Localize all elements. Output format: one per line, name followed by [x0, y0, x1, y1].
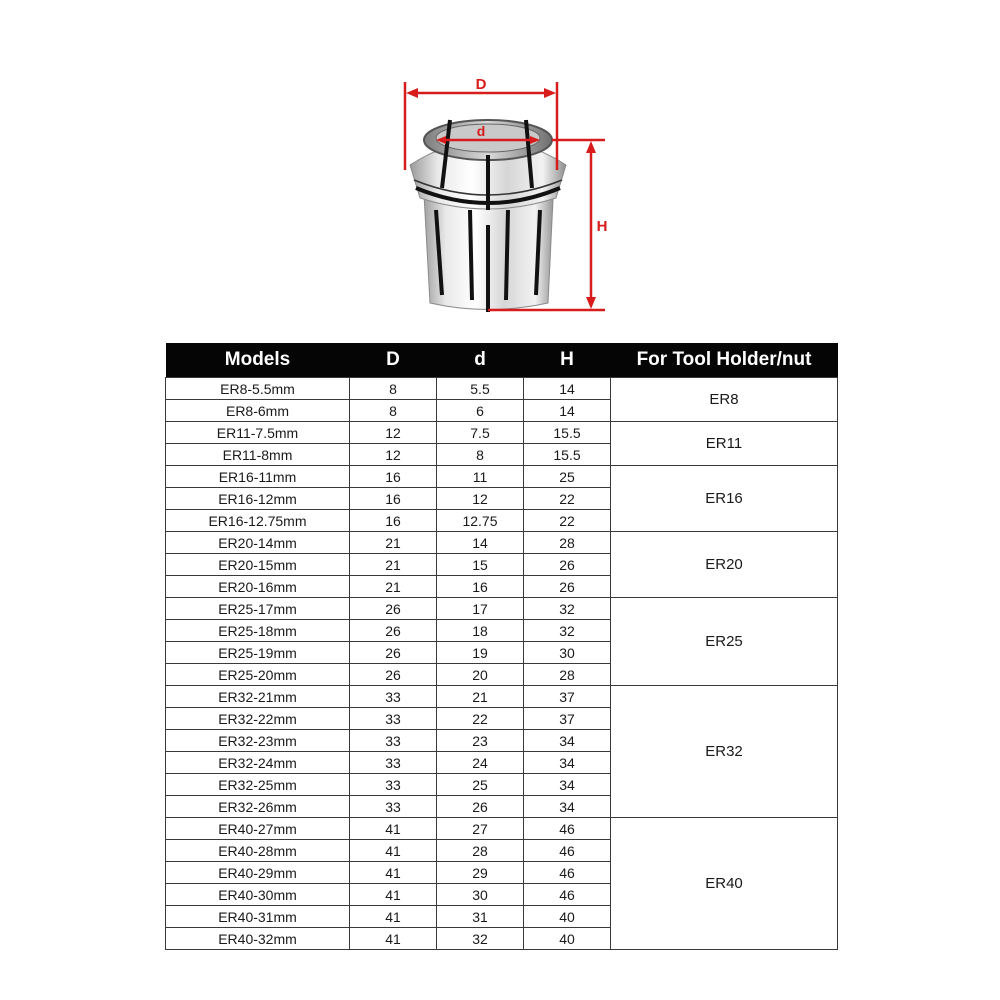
inner-diameter-cell: 30	[437, 884, 524, 906]
header-tool-holder: For Tool Holder/nut	[611, 343, 838, 378]
inner-diameter-cell: 19	[437, 642, 524, 664]
outer-diameter-cell: 21	[350, 576, 437, 598]
tool-holder-cell: ER32	[611, 686, 838, 818]
outer-diameter-cell: 33	[350, 752, 437, 774]
outer-diameter-cell: 41	[350, 818, 437, 840]
tool-holder-cell: ER16	[611, 466, 838, 532]
height-cell: 14	[524, 378, 611, 400]
model-cell: ER40-30mm	[166, 884, 350, 906]
model-cell: ER32-23mm	[166, 730, 350, 752]
outer-diameter-cell: 26	[350, 620, 437, 642]
tool-holder-cell: ER11	[611, 422, 838, 466]
outer-diameter-cell: 26	[350, 598, 437, 620]
model-cell: ER20-15mm	[166, 554, 350, 576]
height-cell: 15.5	[524, 444, 611, 466]
height-cell: 34	[524, 796, 611, 818]
inner-diameter-cell: 14	[437, 532, 524, 554]
outer-diameter-cell: 16	[350, 510, 437, 532]
outer-diameter-cell: 12	[350, 422, 437, 444]
height-cell: 37	[524, 708, 611, 730]
tool-holder-cell: ER8	[611, 378, 838, 422]
inner-diameter-cell: 32	[437, 928, 524, 950]
height-cell: 34	[524, 752, 611, 774]
model-cell: ER40-29mm	[166, 862, 350, 884]
outer-diameter-cell: 33	[350, 796, 437, 818]
table-row	[166, 466, 838, 488]
height-cell: 22	[524, 510, 611, 532]
outer-diameter-cell: 33	[350, 708, 437, 730]
table-row	[166, 378, 838, 400]
inner-diameter-cell: 5.5	[437, 378, 524, 400]
inner-diameter-cell: 21	[437, 686, 524, 708]
height-cell: 46	[524, 862, 611, 884]
height-cell: 40	[524, 906, 611, 928]
model-cell: ER8-6mm	[166, 400, 350, 422]
model-cell: ER11-7.5mm	[166, 422, 350, 444]
model-cell: ER25-17mm	[166, 598, 350, 620]
model-cell: ER32-26mm	[166, 796, 350, 818]
inner-diameter-cell: 27	[437, 818, 524, 840]
height-cell: 28	[524, 532, 611, 554]
model-cell: ER20-16mm	[166, 576, 350, 598]
inner-diameter-cell: 23	[437, 730, 524, 752]
inner-diameter-cell: 12	[437, 488, 524, 510]
tool-holder-cell: ER25	[611, 598, 838, 686]
inner-diameter-label: d	[476, 123, 486, 139]
inner-diameter-cell: 8	[437, 444, 524, 466]
outer-diameter-cell: 21	[350, 554, 437, 576]
model-cell: ER40-28mm	[166, 840, 350, 862]
height-cell: 28	[524, 664, 611, 686]
outer-diameter-cell: 26	[350, 664, 437, 686]
inner-diameter-cell: 28	[437, 840, 524, 862]
inner-diameter-cell: 15	[437, 554, 524, 576]
table-row	[166, 598, 838, 620]
outer-diameter-cell: 33	[350, 686, 437, 708]
model-cell: ER16-12.75mm	[166, 510, 350, 532]
header-outer-diameter: D	[350, 343, 437, 378]
model-cell: ER25-19mm	[166, 642, 350, 664]
outer-diameter-cell: 33	[350, 774, 437, 796]
inner-diameter-cell: 24	[437, 752, 524, 774]
outer-diameter-cell: 12	[350, 444, 437, 466]
outer-diameter-cell: 21	[350, 532, 437, 554]
inner-diameter-cell: 17	[437, 598, 524, 620]
height-cell: 30	[524, 642, 611, 664]
inner-diameter-cell: 20	[437, 664, 524, 686]
height-cell: 46	[524, 818, 611, 840]
height-cell: 25	[524, 466, 611, 488]
height-cell: 34	[524, 730, 611, 752]
table-row	[166, 422, 838, 444]
height-cell: 40	[524, 928, 611, 950]
model-cell: ER8-5.5mm	[166, 378, 350, 400]
outer-diameter-label: D	[475, 76, 487, 93]
height-cell: 15.5	[524, 422, 611, 444]
tool-holder-cell: ER40	[611, 818, 838, 950]
height-cell: 26	[524, 576, 611, 598]
inner-diameter-cell: 11	[437, 466, 524, 488]
outer-diameter-cell: 8	[350, 400, 437, 422]
height-cell: 46	[524, 884, 611, 906]
model-cell: ER40-32mm	[166, 928, 350, 950]
model-cell: ER11-8mm	[166, 444, 350, 466]
outer-diameter-cell: 41	[350, 862, 437, 884]
model-cell: ER32-21mm	[166, 686, 350, 708]
model-cell: ER20-14mm	[166, 532, 350, 554]
model-cell: ER40-31mm	[166, 906, 350, 928]
specifications-table	[165, 343, 838, 950]
outer-diameter-cell: 8	[350, 378, 437, 400]
outer-diameter-cell: 41	[350, 928, 437, 950]
tool-holder-cell: ER20	[611, 532, 838, 598]
model-cell: ER25-20mm	[166, 664, 350, 686]
header-inner-diameter: d	[437, 343, 524, 378]
table-body	[166, 378, 838, 950]
height-cell: 22	[524, 488, 611, 510]
header-models: Models	[166, 343, 350, 378]
height-cell: 37	[524, 686, 611, 708]
inner-diameter-cell: 22	[437, 708, 524, 730]
height-cell: 14	[524, 400, 611, 422]
inner-diameter-cell: 16	[437, 576, 524, 598]
outer-diameter-cell: 41	[350, 906, 437, 928]
inner-diameter-cell: 7.5	[437, 422, 524, 444]
outer-diameter-cell: 33	[350, 730, 437, 752]
height-cell: 26	[524, 554, 611, 576]
outer-diameter-cell: 41	[350, 840, 437, 862]
outer-diameter-cell: 26	[350, 642, 437, 664]
model-cell: ER16-12mm	[166, 488, 350, 510]
collet-body	[410, 120, 566, 312]
outer-diameter-cell: 16	[350, 488, 437, 510]
collet-diagram	[380, 60, 620, 325]
height-label: H	[596, 218, 608, 235]
header-height: H	[524, 343, 611, 378]
model-cell: ER32-25mm	[166, 774, 350, 796]
inner-diameter-cell: 25	[437, 774, 524, 796]
table-header-row	[166, 343, 838, 378]
table-row	[166, 686, 838, 708]
inner-diameter-cell: 6	[437, 400, 524, 422]
model-cell: ER32-24mm	[166, 752, 350, 774]
height-cell: 32	[524, 598, 611, 620]
height-cell: 34	[524, 774, 611, 796]
model-cell: ER40-27mm	[166, 818, 350, 840]
model-cell: ER32-22mm	[166, 708, 350, 730]
height-cell: 32	[524, 620, 611, 642]
model-cell: ER25-18mm	[166, 620, 350, 642]
outer-diameter-cell: 41	[350, 884, 437, 906]
inner-diameter-cell: 12.75	[437, 510, 524, 532]
table-row	[166, 532, 838, 554]
table-row	[166, 818, 838, 840]
model-cell: ER16-11mm	[166, 466, 350, 488]
outer-diameter-cell: 16	[350, 466, 437, 488]
inner-diameter-cell: 31	[437, 906, 524, 928]
height-cell: 46	[524, 840, 611, 862]
inner-diameter-cell: 18	[437, 620, 524, 642]
inner-diameter-cell: 29	[437, 862, 524, 884]
inner-diameter-cell: 26	[437, 796, 524, 818]
